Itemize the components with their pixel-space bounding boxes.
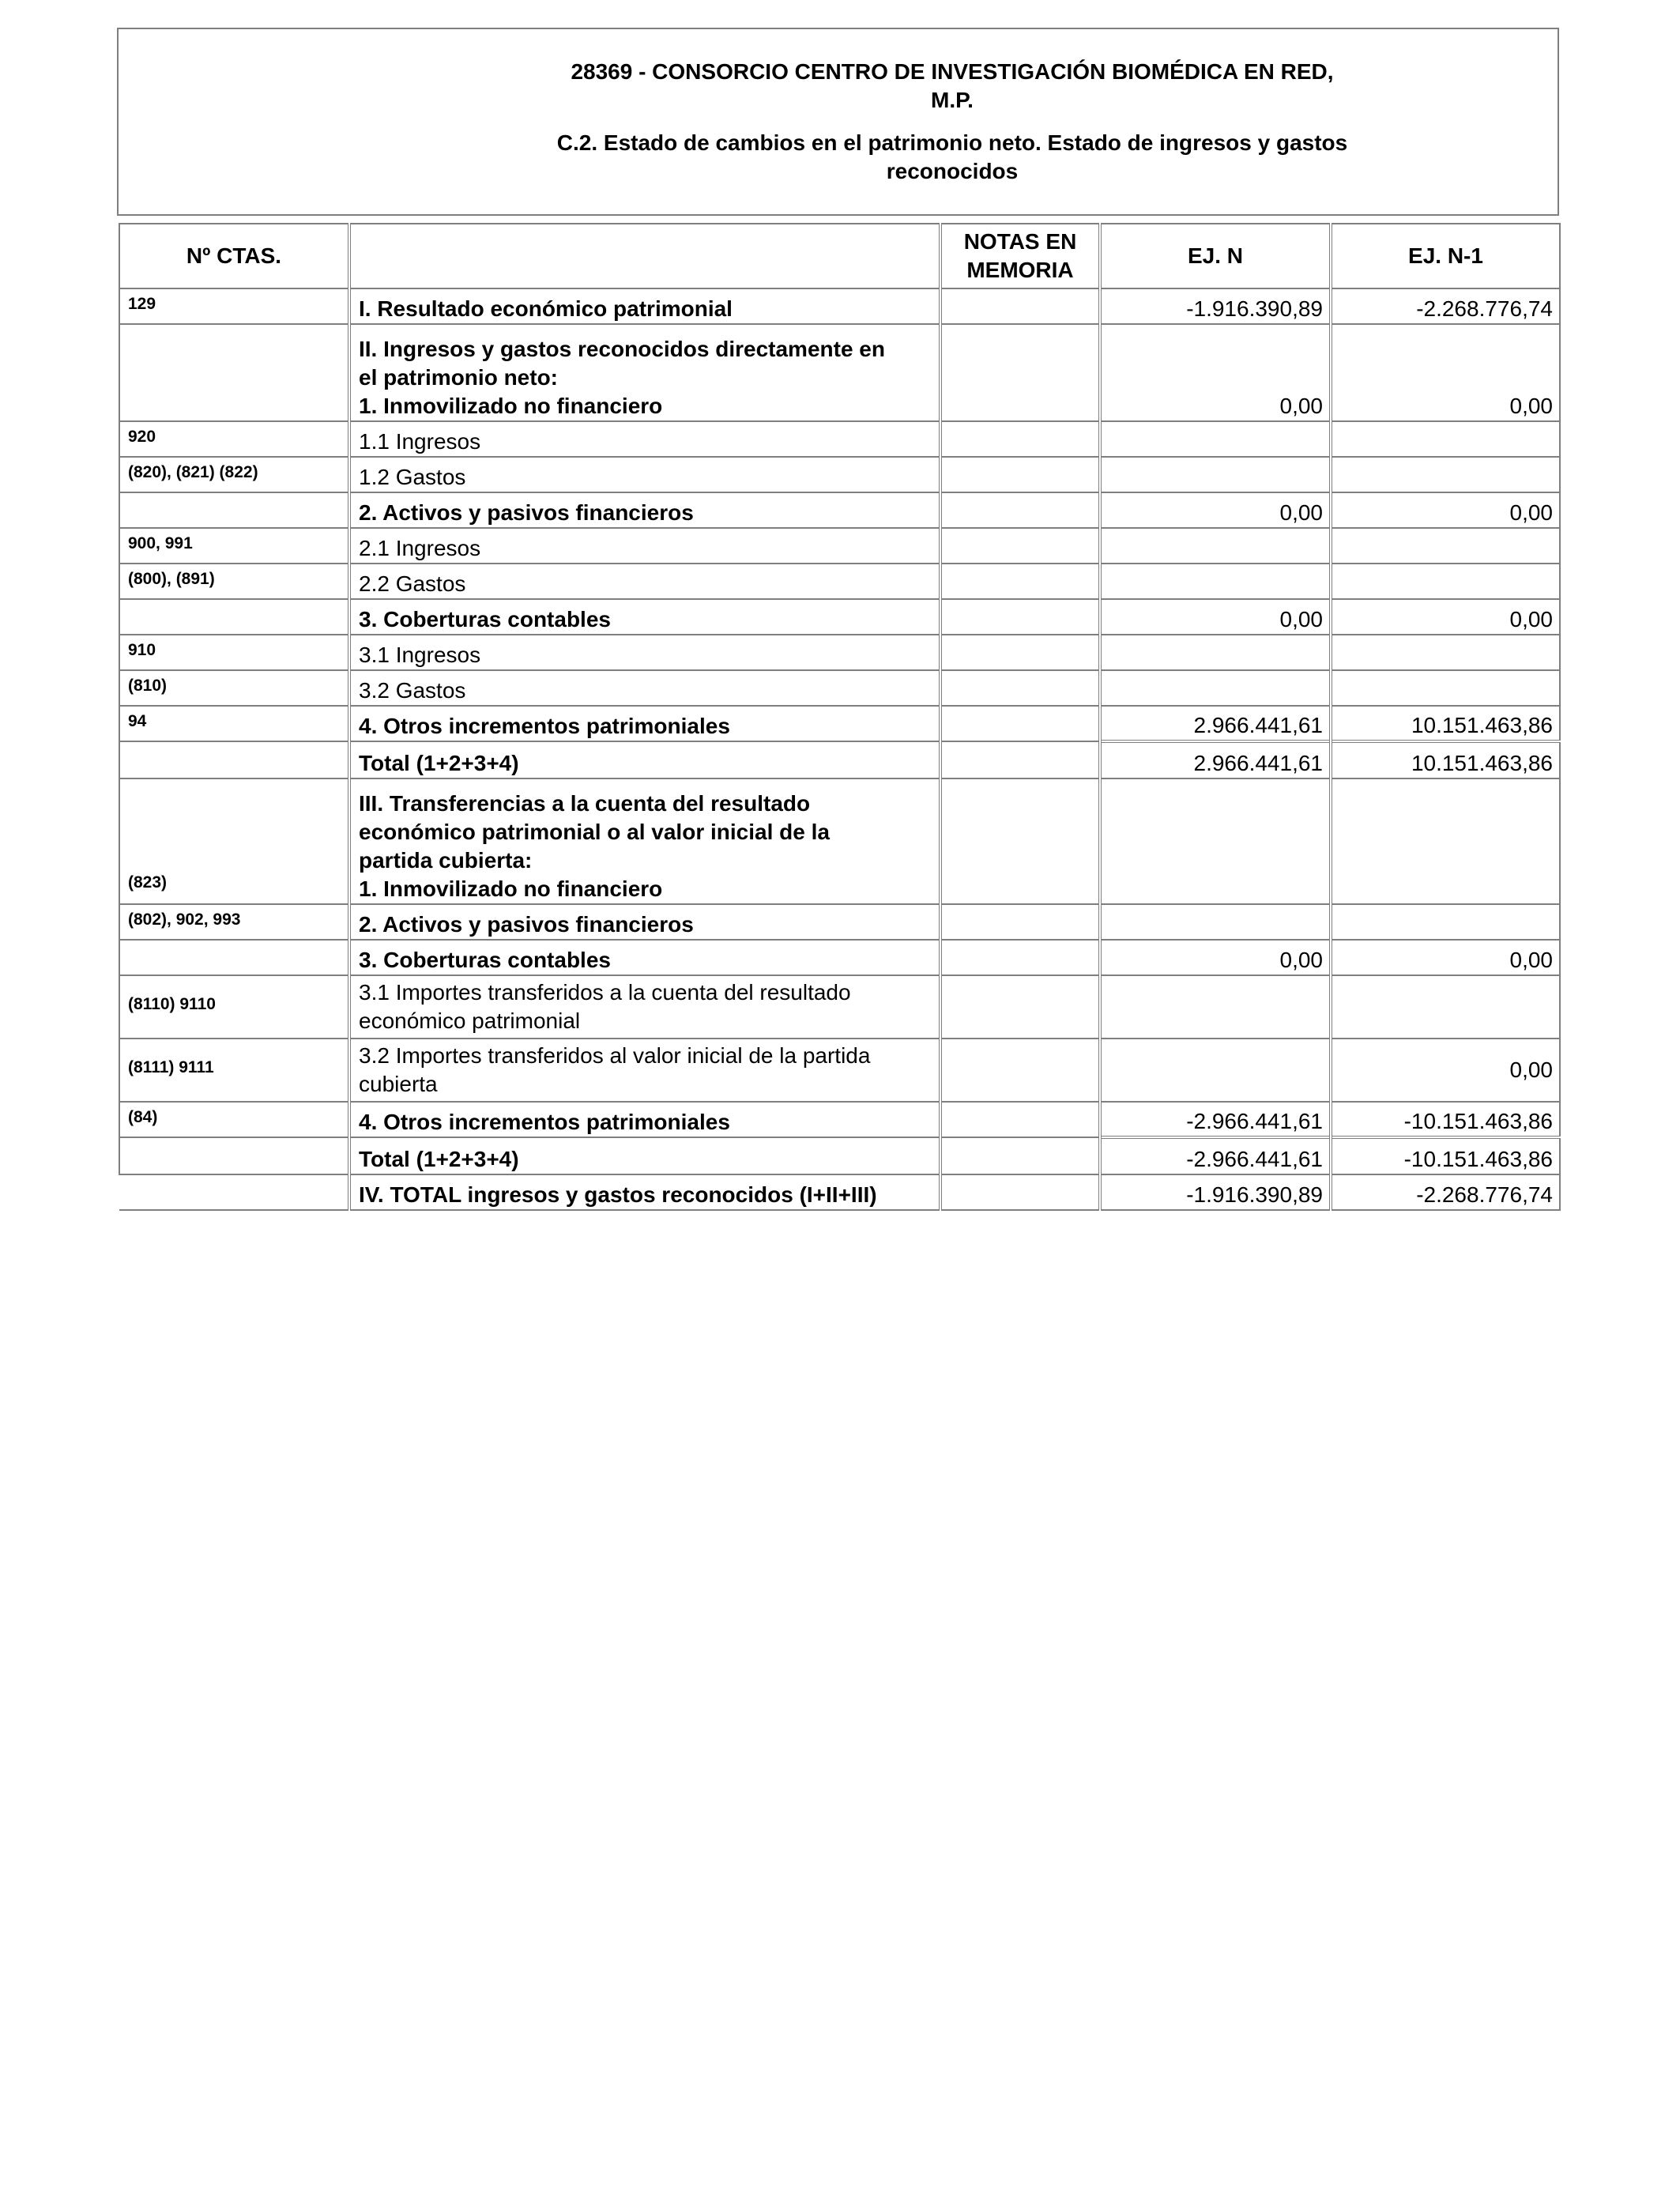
cuenta-cell (119, 1137, 349, 1174)
ej-n1-cell: 0,00 (1331, 940, 1560, 975)
description-cell: 2.1 Ingresos (349, 528, 940, 564)
cuenta-cell: (8111) 9111 (119, 1039, 349, 1102)
ej-n1-cell (1331, 904, 1560, 940)
report-subtitle: C.2. Estado de cambios en el patrimonio neto. Estado de ingresos y gastos (556, 130, 1348, 155)
notas-cell (940, 741, 1100, 778)
notas-cell (940, 940, 1100, 975)
table-row (119, 324, 1560, 421)
table-row (119, 421, 1560, 457)
table-row (119, 1039, 1560, 1102)
ej-n1-cell: 10.151.463,86 (1331, 741, 1560, 778)
ej-n1-cell (1331, 975, 1560, 1039)
ej-n-cell: -1.916.390,89 (1100, 1174, 1331, 1210)
ej-n1-cell: -2.268.776,74 (1331, 1174, 1560, 1210)
col-header-notas (940, 224, 1100, 288)
notas-cell (940, 324, 1100, 421)
cuenta-cell (119, 1174, 349, 1210)
description-cell (349, 324, 940, 421)
table-row (119, 706, 1560, 741)
description-line: 1. Inmovilizado no financiero (359, 876, 663, 901)
cuenta-cell: 94 (119, 706, 349, 741)
entity-title: 28369 - CONSORCIO CENTRO DE INVESTIGACIÓN BIOMÉDICA EN RED, (571, 59, 1334, 84)
report-header (117, 28, 1559, 216)
ej-n1-cell: 0,00 (1331, 492, 1560, 528)
cuenta-cell: 900, 991 (119, 528, 349, 564)
ej-n-cell (1100, 1039, 1331, 1102)
table-row (119, 492, 1560, 528)
cuenta-cell: 910 (119, 635, 349, 670)
table-row (119, 778, 1560, 904)
notas-cell (940, 1102, 1100, 1137)
notas-cell (940, 1174, 1100, 1210)
description-cell: Total (1+2+3+4) (349, 741, 940, 778)
ej-n-cell (1100, 635, 1331, 670)
cuenta-cell (119, 492, 349, 528)
description-line: 1. Inmovilizado no financiero (359, 394, 663, 418)
description-cell: 2.2 Gastos (349, 564, 940, 599)
ej-n1-cell (1331, 564, 1560, 599)
notas-cell (940, 564, 1100, 599)
cuenta-cell: (84) (119, 1102, 349, 1137)
ej-n-cell: -2.966.441,61 (1100, 1137, 1331, 1174)
ej-n-cell (1100, 528, 1331, 564)
description-cell: 3.2 Gastos (349, 670, 940, 706)
description-cell: 4. Otros incrementos patrimoniales (349, 706, 940, 741)
notas-cell (940, 975, 1100, 1039)
cuenta-cell (119, 599, 349, 635)
ej-n-cell: 2.966.441,61 (1100, 741, 1331, 778)
description-cell: IV. TOTAL ingresos y gastos reconocidos (I+II+III) (349, 1174, 940, 1210)
table-row-total (119, 741, 1560, 778)
description-cell: 2. Activos y pasivos financieros (349, 904, 940, 940)
table-row (119, 635, 1560, 670)
ej-n1-cell: -2.268.776,74 (1331, 288, 1560, 324)
table-row (119, 528, 1560, 564)
report-subtitle-cont: reconocidos (886, 159, 1019, 183)
table-row-total (119, 1137, 1560, 1174)
table-row (119, 904, 1560, 940)
description-cell: 4. Otros incrementos patrimoniales (349, 1102, 940, 1137)
ej-n1-cell (1331, 635, 1560, 670)
cuenta-cell: (8110) 9110 (119, 975, 349, 1039)
description-cell: 1.1 Ingresos (349, 421, 940, 457)
cuenta-cell: (800), (891) (119, 564, 349, 599)
notas-cell (940, 1039, 1100, 1102)
ej-n1-cell: 10.151.463,86 (1331, 706, 1560, 741)
ej-n-cell (1100, 778, 1331, 904)
col-header-notas-line1: NOTAS EN (963, 229, 1077, 254)
table-row (119, 1102, 1560, 1137)
ej-n1-cell: 0,00 (1331, 599, 1560, 635)
ej-n-cell: 0,00 (1100, 324, 1331, 421)
table-row (119, 457, 1560, 492)
description-cell: 3. Coberturas contables (349, 940, 940, 975)
notas-cell (940, 635, 1100, 670)
ej-n-cell (1100, 975, 1331, 1039)
ej-n-cell: 0,00 (1100, 599, 1331, 635)
cuenta-cell: (810) (119, 670, 349, 706)
table-row (119, 975, 1560, 1039)
cuenta-cell: 129 (119, 288, 349, 324)
notas-cell (940, 528, 1100, 564)
income-expense-table (119, 223, 1561, 1211)
description-cell: Total (1+2+3+4) (349, 1137, 940, 1174)
ej-n-cell: 0,00 (1100, 940, 1331, 975)
ej-n1-cell: -10.151.463,86 (1331, 1137, 1560, 1174)
description-cell: 3.1 Ingresos (349, 635, 940, 670)
description-line: III. Transferencias a la cuenta del resultado (359, 791, 811, 816)
ej-n-cell (1100, 670, 1331, 706)
description-cell: 1.2 Gastos (349, 457, 940, 492)
col-header-ej-n1: EJ. N-1 (1331, 224, 1560, 288)
notas-cell (940, 706, 1100, 741)
ej-n1-cell (1331, 457, 1560, 492)
description-cell (349, 1039, 940, 1102)
ej-n-cell: -1.916.390,89 (1100, 288, 1331, 324)
ej-n-cell: 2.966.441,61 (1100, 706, 1331, 741)
ej-n-cell (1100, 421, 1331, 457)
table-row (119, 670, 1560, 706)
description-line: cubierta (359, 1072, 438, 1096)
ej-n1-cell (1331, 421, 1560, 457)
table-row (119, 940, 1560, 975)
ej-n1-cell (1331, 528, 1560, 564)
description-line: económico patrimonial o al valor inicial de la (359, 820, 830, 844)
notas-cell (940, 492, 1100, 528)
table-row (119, 288, 1560, 324)
entity-title-suffix: M.P. (931, 88, 974, 112)
notas-cell (940, 670, 1100, 706)
description-cell: I. Resultado económico patrimonial (349, 288, 940, 324)
description-line: 3.2 Importes transferidos al valor inicial de la partida (359, 1043, 871, 1068)
description-line: partida cubierta: (359, 848, 533, 873)
ej-n1-cell (1331, 670, 1560, 706)
cuenta-cell: (820), (821) (822) (119, 457, 349, 492)
notas-cell (940, 904, 1100, 940)
ej-n-cell (1100, 564, 1331, 599)
description-cell: 2. Activos y pasivos financieros (349, 492, 940, 528)
notas-cell (940, 457, 1100, 492)
notas-cell (940, 599, 1100, 635)
ej-n-cell: 0,00 (1100, 492, 1331, 528)
table-row-grand-total (119, 1174, 1560, 1210)
notas-cell (940, 1137, 1100, 1174)
notas-cell (940, 421, 1100, 457)
cuenta-cell: (802), 902, 993 (119, 904, 349, 940)
ej-n-cell (1100, 904, 1331, 940)
table-row (119, 599, 1560, 635)
cuenta-cell: 920 (119, 421, 349, 457)
description-line: económico patrimonial (359, 1008, 581, 1033)
description-line: el patrimonio neto: (359, 365, 558, 390)
col-header-descripcion (349, 224, 940, 288)
description-cell (349, 975, 940, 1039)
col-header-notas-line2: MEMORIA (966, 258, 1074, 282)
cuenta-cell (119, 741, 349, 778)
ej-n1-cell: 0,00 (1331, 1039, 1560, 1102)
description-line: 3.1 Importes transferidos a la cuenta del resultado (359, 980, 851, 1005)
ej-n-cell: -2.966.441,61 (1100, 1102, 1331, 1137)
description-line: II. Ingresos y gastos reconocidos directamente en (359, 337, 885, 361)
col-header-cuentas: Nº CTAS. (119, 224, 349, 288)
cuenta-cell (119, 324, 349, 421)
cuenta-cell: (823) (119, 778, 349, 904)
notas-cell (940, 778, 1100, 904)
description-cell: 3. Coberturas contables (349, 599, 940, 635)
cuenta-cell (119, 940, 349, 975)
table-row (119, 564, 1560, 599)
ej-n1-cell (1331, 778, 1560, 904)
ej-n1-cell: 0,00 (1331, 324, 1560, 421)
notas-cell (940, 288, 1100, 324)
description-cell (349, 778, 940, 904)
table-header-row (119, 224, 1560, 288)
ej-n1-cell: -10.151.463,86 (1331, 1102, 1560, 1137)
ej-n-cell (1100, 457, 1331, 492)
col-header-ej-n: EJ. N (1100, 224, 1331, 288)
